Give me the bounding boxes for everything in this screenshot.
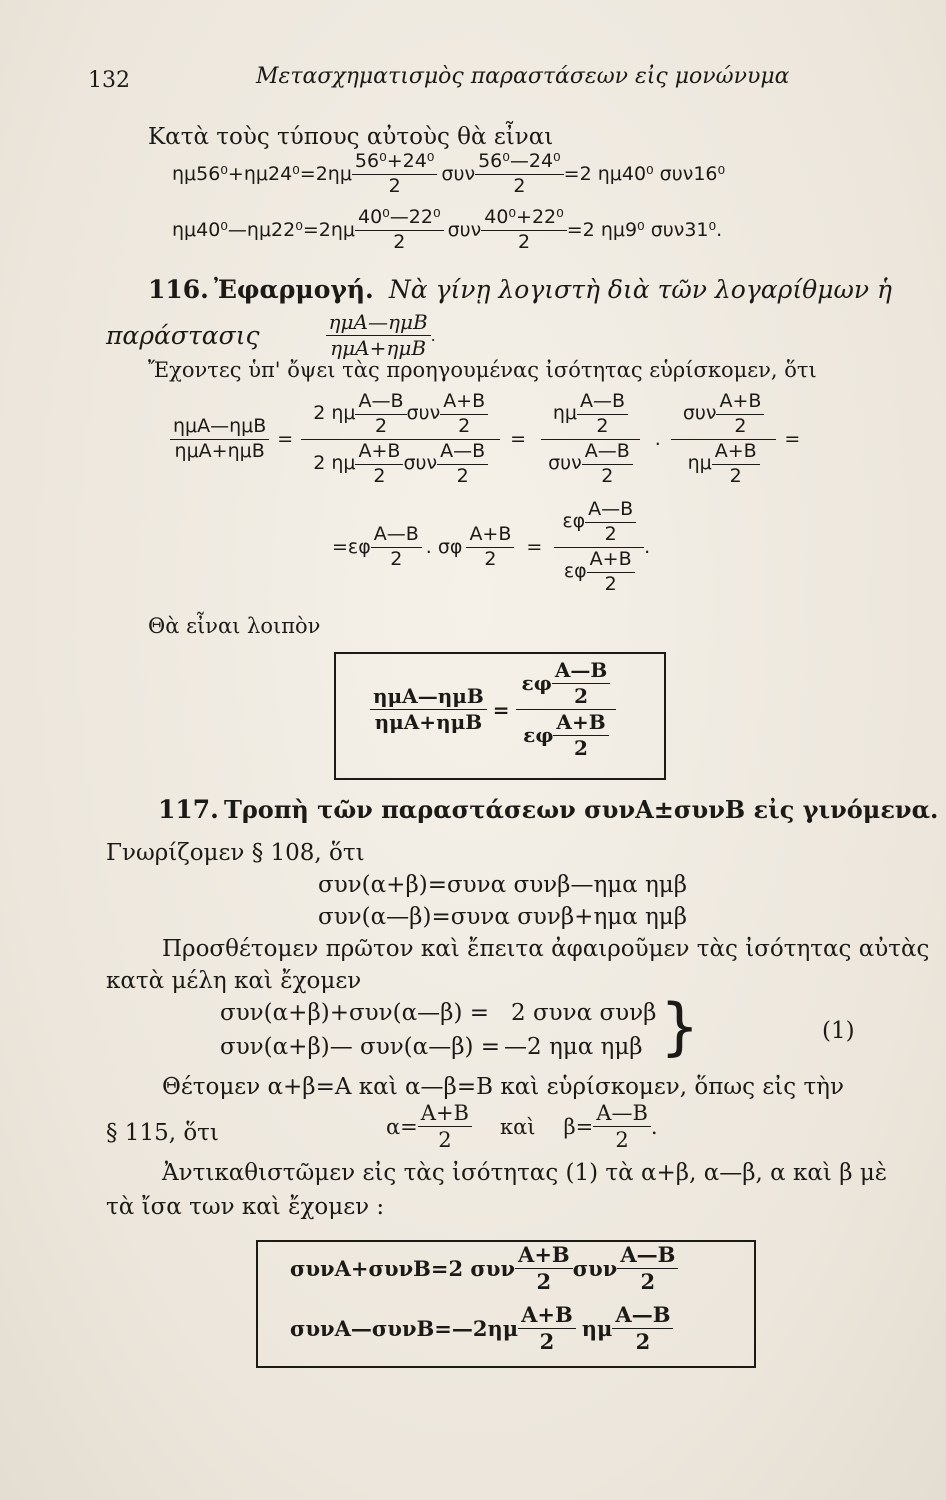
- right-brace: }: [660, 990, 700, 1063]
- then-text: Θὰ εἶναι λοιπὸν: [148, 614, 321, 638]
- eq1-frac2: $\frac{\text{56⁰—24⁰}}{2}$: [475, 152, 564, 197]
- eq2-frac1: $\frac{\text{40⁰—22⁰}}{2}$: [355, 208, 444, 253]
- alpha-beta-formula: α= $\frac{A+B}{2}$ καὶ β= $\frac{A—B}{2}$ .: [386, 1101, 658, 1153]
- section-116-heading: 116. Ἐφαρμογή. Νὰ γίνῃ λογιστὴ διὰ τῶν λογαρίθμων ἡ: [148, 275, 892, 304]
- eq1-lhs: ημ56⁰+ημ24⁰=2ημ: [172, 163, 352, 186]
- formula-cos-diff: συν(α—β)=συνα συνβ+ημα ημβ: [318, 904, 688, 930]
- box-formula-1: συνA+συνB=2 συν $\frac{A+B}{2}$ συν $\frac{A—B}{2}$: [290, 1244, 678, 1293]
- equation-2: [172, 208, 722, 253]
- lhs-fraction: $\frac{\text{ημA—ημB}}{\text{ημA+ημB}}$: [170, 417, 269, 462]
- equation-number: (1): [822, 1018, 855, 1044]
- paragraph-1: Προσθέτομεν πρῶτον καὶ ἔπειτα ἀφαιροῦμεν τὰς ἰσότητας αὐτὰς: [162, 936, 930, 962]
- sum-line-2: συν(α+β)— συν(α—β) = —2 ημα ημβ: [220, 1034, 643, 1060]
- formula-cos-sum: συν(α+β)=συνα συνβ—ημα ημβ: [318, 872, 688, 898]
- big-fraction: 2 ημ $\frac{A—B}{2}$ συν $\frac{A+B}{2}$ 2 ημ $\frac{A+B}{2}$ συν $\frac{A—B}{2}$: [301, 392, 500, 487]
- paragraph-2b: § 115, ὅτι: [106, 1120, 219, 1146]
- ef-ratio: εφ $\frac{A—B}{2}$ εφ $\frac{A+B}{2}$: [554, 500, 644, 595]
- paragraph-1b: κατὰ μέλη καὶ ἔχομεν: [106, 968, 362, 994]
- section-117-heading: 117. Τροπὴ τῶν παραστάσεων συνA±συνB εἰς γινόμενα.: [158, 795, 939, 824]
- ratio-1: ημ $\frac{A—B}{2}$ συν $\frac{A—B}{2}$: [536, 392, 645, 487]
- eq1-frac1: $\frac{\text{56⁰+24⁰}}{2}$: [352, 152, 438, 197]
- eq2-lhs: ημ40⁰—ημ22⁰=2ημ: [172, 219, 355, 242]
- equation-1: [172, 152, 725, 197]
- page-number: 132: [88, 68, 130, 93]
- eq2-mid: συν: [447, 219, 482, 242]
- section-116-text: Ἔχοντες ὑπ' ὄψει τὰς προηγουμένας ἰσότητας εὑρίσκομεν, ὅτι: [148, 358, 817, 382]
- derivation-line-1: $\frac{\text{ημA—ημB}}{\text{ημA+ημB}}$ = 2 ημ $\frac{A—B}{2}$ συν $\frac{A+B}{2}$ 2 ημ $\frac{A+B}{2}$ συν $\frac{A—B}{2}$ = ημ $\frac{A—B}{2}$ συν $\frac{A—B}{2}$ . συν $\frac{A+B}{2}$ ημ $\frac{A+B}{2}$ =: [170, 392, 800, 487]
- running-title: Μετασχηματισμὸς παραστάσεων εἰς μονώνυμα: [256, 64, 790, 89]
- paragraph-2: Θέτομεν α+β=A καὶ α—β=B καὶ εὑρίσκομεν, ὅπως εἰς τὴν: [162, 1074, 844, 1100]
- expr-fraction: $\frac{\text{ημA—ημB}}{\text{ημA+ημB}}$: [326, 312, 431, 359]
- box-formula-2: συνA—συνB=—2ημ $\frac{A+B}{2}$ ημ $\frac{A—B}{2}$: [290, 1304, 673, 1353]
- section-116-expression: παράστασις $\frac{\text{ημA—ημB}}{\text{ημA+ημB}}$ .: [106, 310, 436, 360]
- eq1-mid: συν: [441, 163, 476, 186]
- paragraph-3b: τὰ ἴσα των καὶ ἔχομεν :: [106, 1194, 385, 1220]
- eq2-frac2: $\frac{\text{40⁰+22⁰}}{2}$: [481, 208, 567, 253]
- know-text: Γνωρίζομεν § 108, ὅτι: [106, 840, 365, 866]
- intro-text: Κατὰ τοὺς τύπους αὐτοὺς θὰ εἶναι: [148, 124, 554, 150]
- sum-line-1: συν(α+β)+συν(α—β) = 2 συνα συνβ: [220, 1000, 657, 1026]
- eq1-rhs: =2 ημ40⁰ συν16⁰: [563, 163, 726, 186]
- paragraph-3: Ἀντικαθιστῶμεν εἰς τὰς ἰσότητας (1) τὰ α+β, α—β, α καὶ β μὲ: [162, 1160, 888, 1186]
- ratio-2: συν $\frac{A+B}{2}$ ημ $\frac{A+B}{2}$: [671, 392, 777, 487]
- boxed-formula: $\frac{\text{ημA—ημB}}{\text{ημA+ημB}}$ = εφ $\frac{A—B}{2}$ εφ $\frac{A+B}{2}$: [370, 660, 616, 759]
- eq2-rhs: =2 ημ9⁰ συν31⁰.: [566, 219, 723, 242]
- derivation-line-2: =εφ $\frac{A—B}{2}$ . σφ $\frac{A+B}{2}$ = εφ $\frac{A—B}{2}$ εφ $\frac{A+B}{2}$ .: [332, 498, 651, 595]
